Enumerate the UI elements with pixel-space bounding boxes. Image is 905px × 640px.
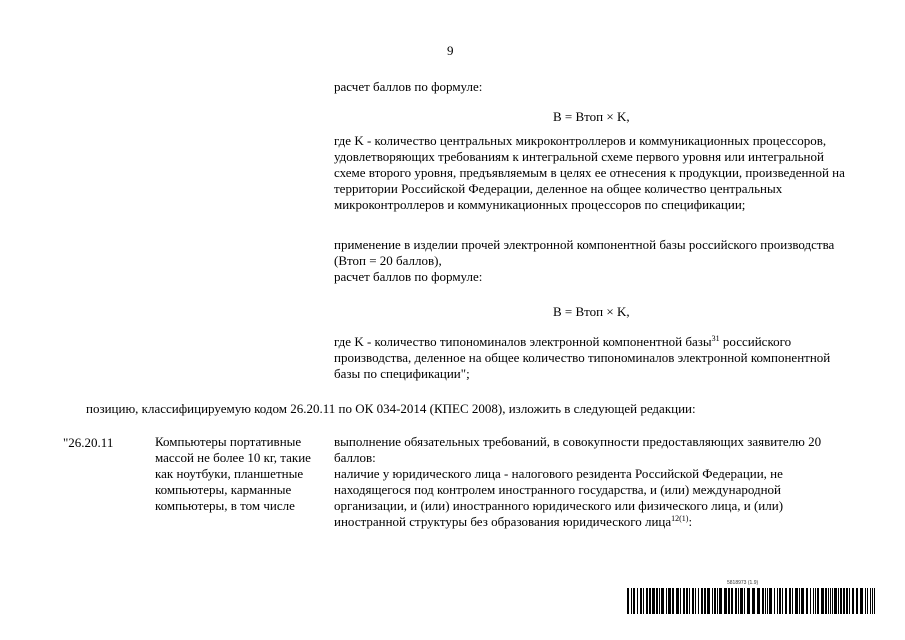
requirements-text bbox=[334, 434, 854, 530]
formula-intro-2: расчет баллов по формуле: bbox=[334, 269, 483, 284]
requirement-paragraph: применение в изделии прочей электронной компонентной базы российского производства (Bтоп = 20 баллов), bbox=[334, 237, 835, 268]
product-description: Компьютеры портативные массой не более 10 кг, такие как ноутбуки, планшетные компьютеры, карманные компьютеры, в том числе bbox=[155, 434, 311, 513]
definition-paragraph-1: где K - количество центральных микроконтроллеров и коммуникационных процессоров, удовлетворяющих требованиям к интегральной схеме первого уровня или интегральной схеме второго уровня, предъявляемым в целях ее отнесения к продукции, произведенной на территории Российской Федерации, деленное на общее количество центральных микроконтроллеров и коммуникационных процессоров по спецификации; bbox=[334, 133, 845, 212]
barcode-label: 5818973 (1.9) bbox=[727, 580, 759, 586]
page-number: 9 bbox=[447, 43, 454, 58]
definition-text-start: где K - количество типономиналов электронной компонентной базы bbox=[334, 334, 712, 349]
definition-text-end: российского производства, деленное на общее количество типономиналов электронной компонентной базы по спецификации"; bbox=[334, 334, 831, 381]
formula-intro-1: расчет баллов по формуле: bbox=[334, 79, 483, 94]
barcode bbox=[627, 580, 877, 614]
barcode-bars bbox=[627, 588, 877, 614]
definition-paragraph-2 bbox=[334, 334, 854, 382]
amendment-instruction: позицию, классифицируемую кодом 26.20.11 по ОК 034-2014 (КПЕС 2008), изложить в следующей редакции: bbox=[86, 401, 696, 416]
requirements-body: наличие у юридического лица - налогового резидента Российской Федерации, не находящегося под контролем иностранного государства, и (или) международной организации, и (или) иностранного юридического или физического лица, и (или) иностранной структуры без образования юридического лица bbox=[334, 466, 784, 529]
footnote-ref-31: 31 bbox=[711, 334, 720, 343]
footnote-ref-12-1: 12(1) bbox=[671, 514, 689, 523]
formula-1: B = Bтоп × K, bbox=[553, 109, 630, 124]
formula-2: B = Bтоп × K, bbox=[553, 304, 630, 319]
requirements-line-2 bbox=[334, 466, 854, 530]
requirements-line-1: выполнение обязательных требований, в совокупности предоставляющих заявителю 20 баллов: bbox=[334, 434, 822, 465]
requirements-end: : bbox=[688, 514, 693, 529]
classification-code: "26.20.11 bbox=[63, 435, 114, 450]
